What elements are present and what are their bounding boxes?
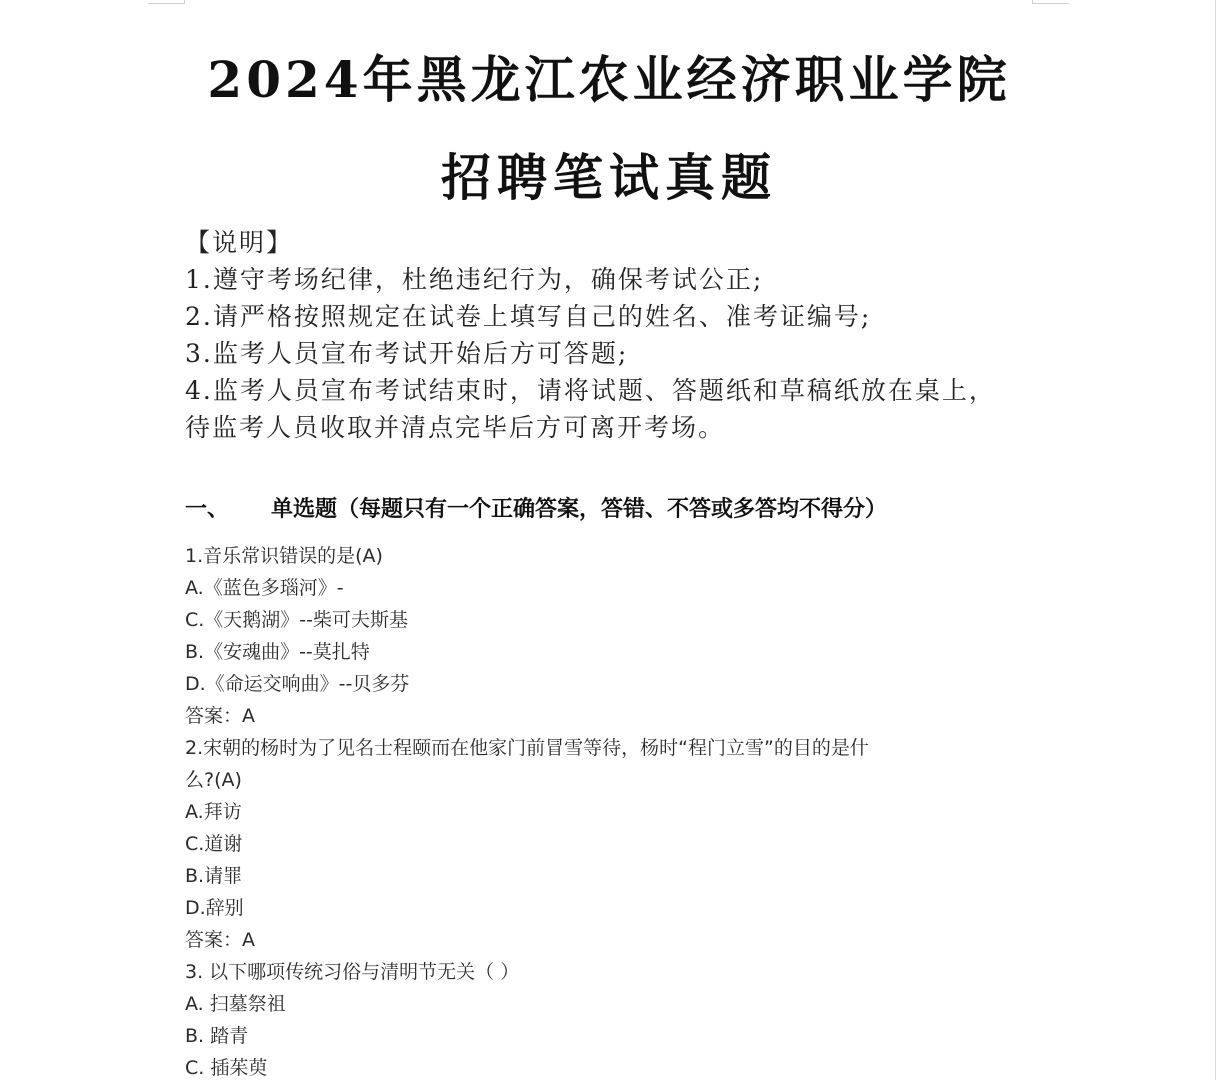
question-text: 2.宋朝的杨时为了见名士程颐而在他家门前冒雪等待，杨时“程门立雪”的目的是什	[185, 737, 869, 759]
question-text: 3. 以下哪项传统习俗与清明节无关（ ）	[185, 961, 520, 983]
document-title: 2024年黑龙江农业经济职业学院	[207, 50, 1011, 109]
question-text: 1.音乐常识错误的是(A)	[185, 545, 383, 567]
option-line: C.《天鹅湖》--柴可夫斯基	[185, 609, 409, 631]
instruction-line: 4.监考人员宣布考试结束时，请将试题、答题纸和草稿纸放在桌上，	[185, 376, 996, 405]
page-corner-mark-right	[1032, 0, 1069, 4]
option-line: A.《蓝色多瑙河》-	[185, 577, 344, 599]
section-number: 一、	[185, 497, 230, 522]
page-corner-mark-left	[148, 0, 185, 4]
option-line: B. 踏青	[185, 1025, 249, 1047]
option-line: D.辞别	[185, 897, 244, 919]
instructions-block	[185, 224, 1045, 446]
option-line: A.拜访	[185, 801, 242, 823]
section-title: 单选题（每题只有一个正确答案，答错、不答或多答均不得分）	[271, 497, 888, 522]
instruction-line: 3.监考人员宣布考试开始后方可答题;	[185, 339, 629, 368]
question-list	[185, 540, 985, 1080]
answer-line: 答案：A	[185, 705, 255, 727]
option-line: D.《命运交响曲》--贝多芬	[185, 673, 410, 695]
instructions-heading: 【说明】	[185, 228, 294, 257]
option-line: A. 扫墓祭祖	[185, 993, 286, 1015]
option-line: B.请罪	[185, 865, 243, 887]
instruction-line: 2.请严格按照规定在试卷上填写自己的姓名、准考证编号;	[185, 302, 872, 331]
instruction-line: 1.遵守考场纪律，杜绝违纪行为，确保考试公正;	[185, 265, 764, 294]
option-line: C. 插茱萸	[185, 1057, 268, 1079]
option-line: C.道谢	[185, 833, 243, 855]
question-text: 么?(A)	[185, 769, 242, 791]
instruction-line: 待监考人员收取并清点完毕后方可离开考场。	[185, 413, 726, 442]
answer-line: 答案：A	[185, 929, 255, 951]
document-subtitle: 招聘笔试真题	[441, 148, 777, 207]
section-heading	[185, 492, 887, 523]
option-line: B.《安魂曲》--莫扎特	[185, 641, 370, 663]
